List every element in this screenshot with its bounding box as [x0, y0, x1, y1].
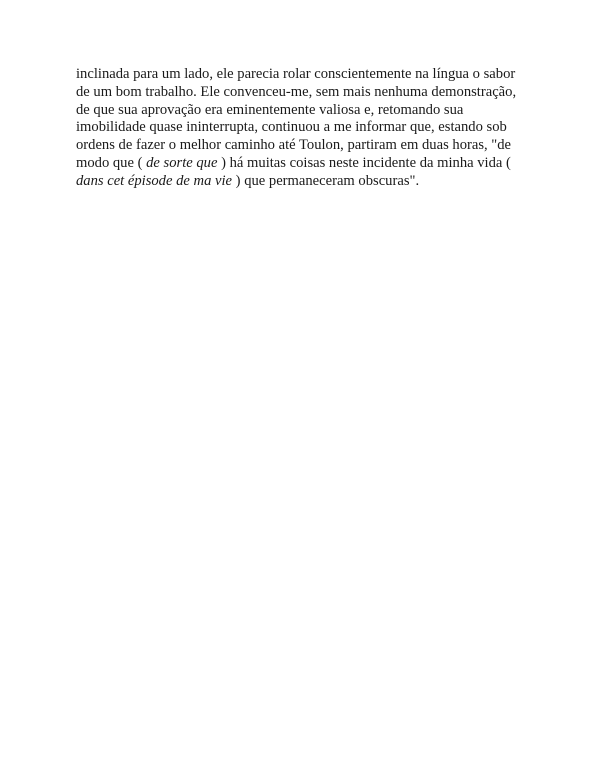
italic-text: de sorte que: [146, 154, 218, 171]
text-segment: imobilidade quase ininterrupta, continuou a me informar que, estando sob: [76, 119, 507, 136]
text-segment: ) há muitas coisas neste incidente da minha vida (: [217, 154, 511, 171]
text-line: [76, 102, 536, 120]
text-segment: de um bom trabalho. Ele convenceu-me, sem mais nenhuma demonstração,: [76, 83, 517, 100]
body-paragraph: [76, 66, 536, 191]
text-segment: inclinada para um lado, ele parecia rolar conscientemente na língua o sabor: [76, 66, 516, 82]
text-line: [76, 119, 536, 137]
italic-text: dans cet épisode de ma vie: [76, 172, 233, 189]
text-line: [76, 173, 536, 191]
text-segment: de que sua aprovação era eminentemente valiosa e, retomando sua: [76, 101, 464, 118]
text-line: [76, 66, 536, 84]
text-segment: ordens de fazer o melhor caminho até Toulon, partiram em duas horas, "de: [76, 137, 512, 154]
text-segment: ) que permaneceram obscuras".: [232, 172, 420, 189]
text-line: [76, 84, 536, 102]
text-line: [76, 137, 536, 155]
text-segment: modo que (: [76, 154, 147, 171]
text-line: [76, 155, 536, 173]
